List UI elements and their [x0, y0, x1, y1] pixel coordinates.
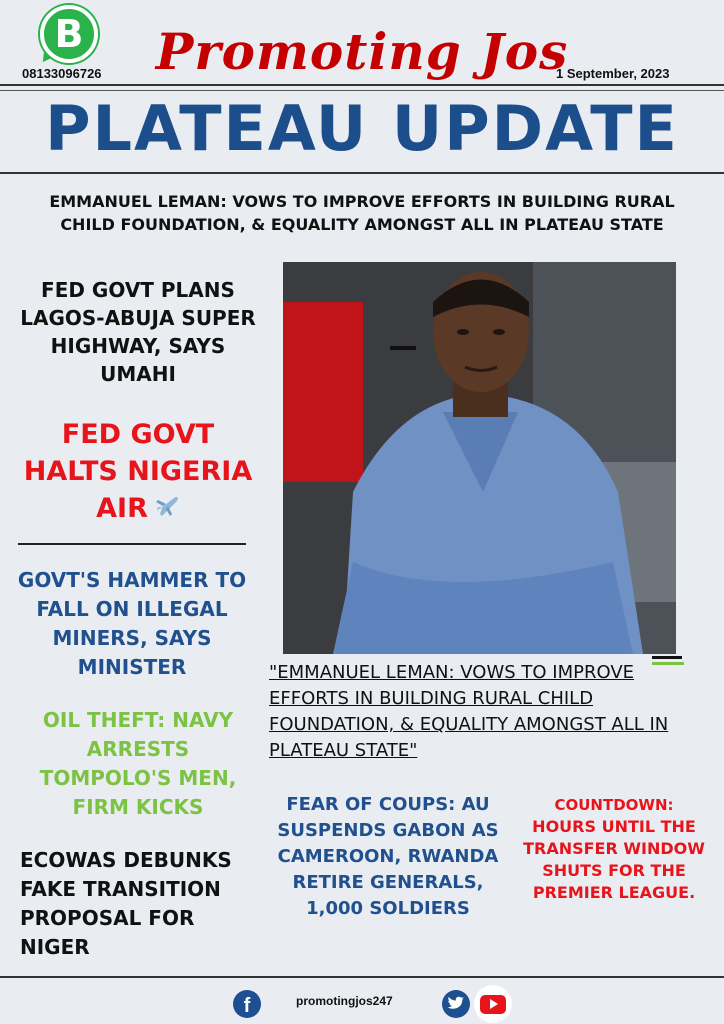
- countdown-label: COUNTDOWN:: [554, 796, 674, 814]
- headline-coups: FEAR OF COUPS: AU SUSPENDS GABON AS CAMEROON, RWANDA RETIRE GENERALS, 1,000 SOLDIERS: [277, 794, 499, 919]
- title-rule: [0, 172, 724, 174]
- header-rule-thin: [0, 90, 724, 91]
- headline-nigeria-air-text: FED GOVT HALTS NIGERIA AIR: [23, 419, 253, 524]
- headline-illegal-miners: GOVT'S HAMMER TO FALL ON ILLEGAL MINERS, SAYS MINISTER: [17, 568, 247, 679]
- whatsapp-business-icon: B: [40, 5, 98, 63]
- page-title: PLATEAU UPDATE: [45, 92, 679, 165]
- headline-nigeria-air: [18, 416, 258, 527]
- play-triangle: [490, 999, 498, 1009]
- youtube-icon[interactable]: [474, 985, 512, 1023]
- countdown-block: [514, 794, 714, 904]
- column-divider: [18, 543, 246, 545]
- headline-oil-theft: OIL THEFT: NAVY ARRESTS TOMPOLO'S MEN, FIRM KICKS: [39, 708, 237, 819]
- decorative-dash: [652, 656, 682, 659]
- issue-date: 1 September, 2023: [556, 66, 670, 81]
- lead-headline: EMMANUEL LEMAN: VOWS TO IMPROVE EFFORTS IN BUILDING RURAL CHILD FOUNDATION, & EQUALITY AMONGST ALL IN PLATEAU STATE: [49, 192, 675, 234]
- countdown-text: HOURS UNTIL THE TRANSFER WINDOW SHUTS FOR THE PREMIER LEAGUE.: [523, 817, 705, 902]
- headline-ecowas: ECOWAS DEBUNKS FAKE TRANSITION PROPOSAL FOR NIGER: [20, 848, 232, 959]
- airplane-icon: [152, 492, 180, 520]
- footer-rule: [0, 976, 724, 978]
- header-rule: [0, 84, 724, 86]
- youtube-logo: [480, 995, 506, 1014]
- twitter-bird-glyph: [447, 996, 465, 1012]
- masthead: Promoting Jos: [155, 22, 569, 81]
- phone-number: 08133096726: [22, 66, 102, 81]
- decorative-dash: [390, 346, 416, 350]
- photo-caption: "EMMANUEL LEMAN: VOWS TO IMPROVE EFFORTS IN BUILDING RURAL CHILD FOUNDATION, & EQUALITY AMONGST ALL IN PLATEAU STATE": [269, 662, 669, 761]
- portrait-photo: [283, 262, 676, 654]
- headline-highway: FED GOVT PLANS LAGOS-ABUJA SUPER HIGHWAY, SAYS UMAHI: [20, 278, 256, 386]
- social-handle[interactable]: promotingjos247: [296, 994, 393, 1008]
- twitter-icon[interactable]: [442, 990, 470, 1018]
- facebook-icon[interactable]: f: [233, 990, 261, 1018]
